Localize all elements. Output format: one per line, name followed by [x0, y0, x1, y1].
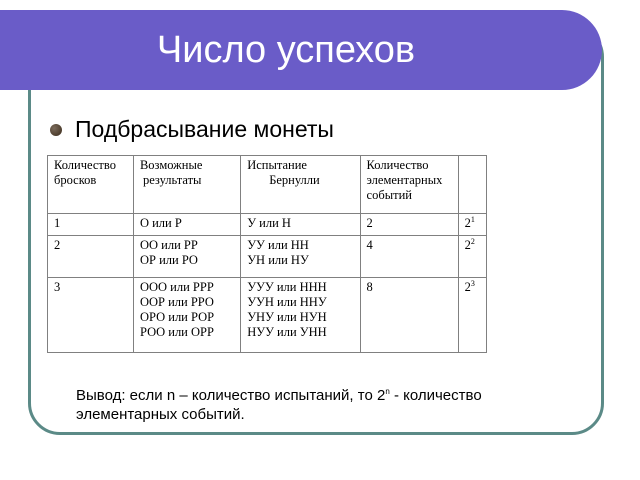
bullet-dot-icon — [50, 124, 62, 136]
slide-title: Число успехов — [156, 28, 416, 71]
conclusion-text: Вывод: если n – количество испытаний, то 2$^n$ - количество элементарных событий. — [76, 387, 482, 423]
cell-throws: 2 — [48, 236, 134, 278]
cell-outcomes: О или Р — [133, 214, 240, 236]
bullet-text: Подбрасывание монеты — [75, 116, 334, 142]
header-count: Количество элементарных событий — [360, 156, 458, 214]
cell-count: 8 — [360, 278, 458, 353]
cell-power: $2^1$ — [458, 214, 486, 236]
cell-count: 2 — [360, 214, 458, 236]
cell-bernoulli: УУУ или ННН УУН или ННУ УНУ или НУН НУУ или УНН — [241, 278, 360, 353]
cell-throws: 1 — [48, 214, 134, 236]
cell-outcomes: ОО или РР ОР или РО — [133, 236, 240, 278]
table-header-row — [48, 156, 487, 214]
outcomes-table — [47, 155, 487, 353]
header-bernoulli: Испытание Бернулли — [241, 156, 360, 214]
cell-throws: 3 — [48, 278, 134, 353]
cell-outcomes: ООО или РРР ООР или РРО ОРО или РОР РОО или ОРР — [133, 278, 240, 353]
cell-power: $2^3$ — [458, 278, 486, 353]
header-outcomes: Возможные результаты — [133, 156, 240, 214]
table-row — [48, 236, 487, 278]
table-row — [48, 278, 487, 353]
header-power — [458, 156, 486, 214]
title-bar — [0, 10, 602, 90]
header-throws: Количество бросков — [48, 156, 134, 214]
cell-bernoulli: У или Н — [241, 214, 360, 236]
cell-bernoulli: УУ или НН УН или НУ — [241, 236, 360, 278]
cell-power: $2^2$ — [458, 236, 486, 278]
table-row — [48, 214, 487, 236]
bullet-item — [50, 116, 334, 143]
cell-count: 4 — [360, 236, 458, 278]
